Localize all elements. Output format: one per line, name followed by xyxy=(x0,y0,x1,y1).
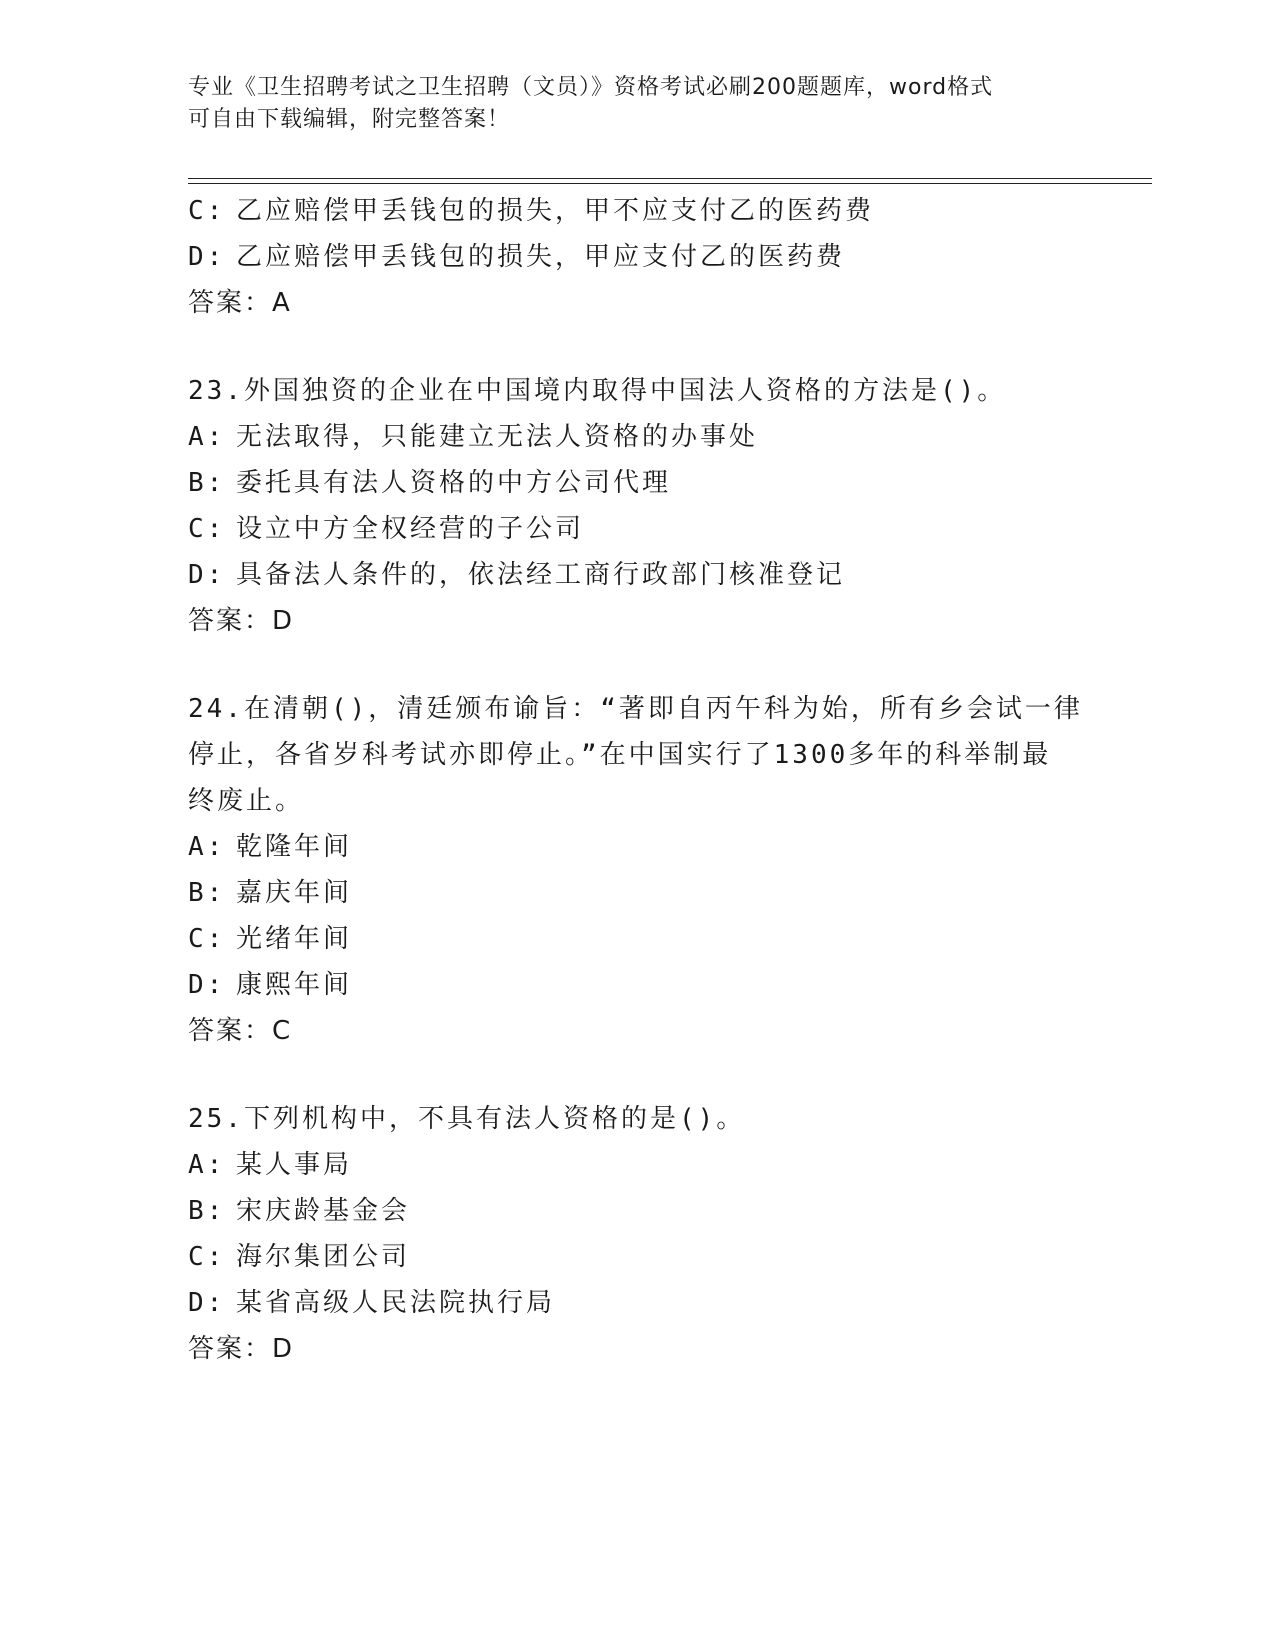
header-line-1: 专业《卫生招聘考试之卫生招聘（文员）》资格考试必刷200题题库，word格式 xyxy=(188,75,994,100)
question-content xyxy=(188,188,1088,1372)
option-d xyxy=(188,234,1088,280)
question-title: 25.下列机构中，不具有法人资格的是()。 xyxy=(188,1104,746,1134)
prev-question-block xyxy=(188,188,1088,326)
option-text: 无法取得，只能建立无法人资格的办事处 xyxy=(236,422,759,452)
option-a xyxy=(188,414,1088,460)
option-text: 嘉庆年间 xyxy=(236,878,353,908)
option-label: B: xyxy=(188,878,226,908)
option-label: C: xyxy=(188,1242,226,1272)
answer-line: 答案：D xyxy=(188,606,295,636)
question-title-line-2: 停止，各省岁科考试亦即停止。”在中国实行了1300多年的科举制最 xyxy=(188,740,1052,770)
option-d xyxy=(188,1280,1088,1326)
option-text: 委托具有法人资格的中方公司代理 xyxy=(236,468,672,498)
option-text: 某人事局 xyxy=(236,1150,353,1180)
option-label: C: xyxy=(188,924,226,954)
document-header xyxy=(188,72,1088,136)
option-text: 乾隆年间 xyxy=(236,832,353,862)
option-b xyxy=(188,460,1088,506)
answer-line: 答案：C xyxy=(188,1016,293,1046)
option-label: A: xyxy=(188,832,226,862)
question-25 xyxy=(188,1096,1088,1372)
option-text: 某省高级人民法院执行局 xyxy=(236,1288,556,1318)
question-title: 23.外国独资的企业在中国境内取得中国法人资格的方法是()。 xyxy=(188,376,1007,406)
option-a xyxy=(188,1142,1088,1188)
option-b xyxy=(188,870,1088,916)
option-text: 设立中方全权经营的子公司 xyxy=(236,514,585,544)
option-c xyxy=(188,188,1088,234)
option-label: D: xyxy=(188,242,226,272)
question-title-line-1: 24.在清朝()，清廷颁布谕旨：“著即自丙午科为始，所有乡会试一律 xyxy=(188,694,1083,724)
option-label: C: xyxy=(188,196,226,226)
option-label: D: xyxy=(188,970,226,1000)
question-title-line-3: 终废止。 xyxy=(188,786,305,816)
option-label: B: xyxy=(188,468,226,498)
option-d xyxy=(188,962,1088,1008)
option-text: 海尔集团公司 xyxy=(236,1242,411,1272)
option-text: 宋庆龄基金会 xyxy=(236,1196,411,1226)
option-label: C: xyxy=(188,514,226,544)
option-c xyxy=(188,916,1088,962)
option-a xyxy=(188,824,1088,870)
header-divider-bottom xyxy=(188,183,1152,184)
header-divider-top xyxy=(188,178,1152,179)
option-label: A: xyxy=(188,422,226,452)
option-label: A: xyxy=(188,1150,226,1180)
option-c xyxy=(188,1234,1088,1280)
answer-line: 答案：D xyxy=(188,1334,295,1364)
option-c xyxy=(188,506,1088,552)
option-label: B: xyxy=(188,1196,226,1226)
option-b xyxy=(188,1188,1088,1234)
option-text: 乙应赔偿甲丢钱包的损失，甲应支付乙的医药费 xyxy=(236,242,846,272)
header-line-2: 可自由下载编辑，附完整答案！ xyxy=(188,107,511,132)
option-text: 光绪年间 xyxy=(236,924,353,954)
question-24 xyxy=(188,686,1088,1054)
option-text: 具备法人条件的，依法经工商行政部门核准登记 xyxy=(236,560,846,590)
option-text: 乙应赔偿甲丢钱包的损失，甲不应支付乙的医药费 xyxy=(236,196,875,226)
option-label: D: xyxy=(188,560,226,590)
question-23 xyxy=(188,368,1088,644)
option-label: D: xyxy=(188,1288,226,1318)
option-d xyxy=(188,552,1088,598)
answer-line: 答案：A xyxy=(188,288,292,318)
option-text: 康熙年间 xyxy=(236,970,353,1000)
